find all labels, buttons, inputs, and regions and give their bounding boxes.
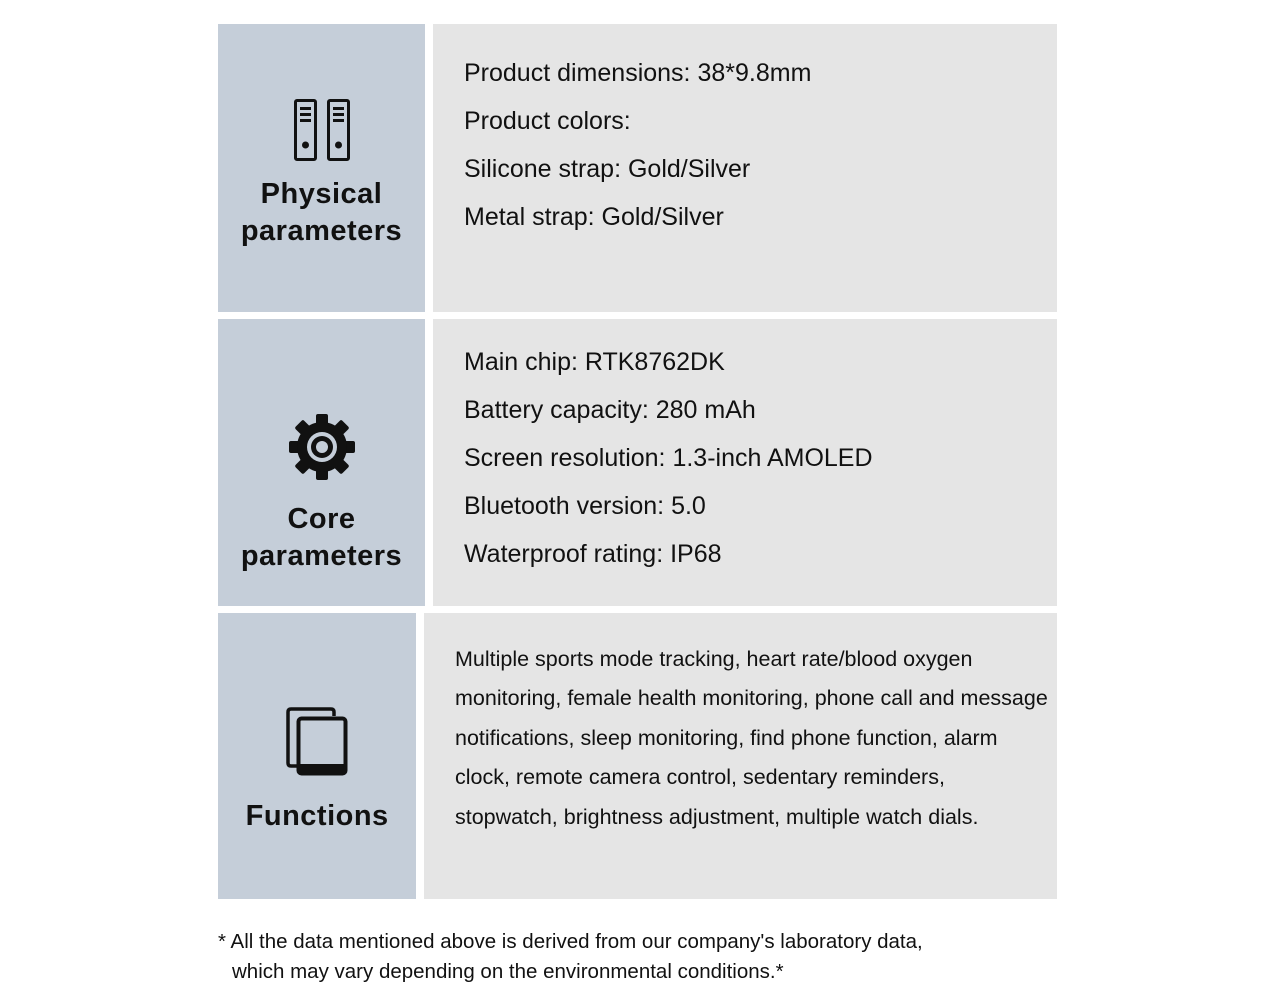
functions-label-cell	[218, 613, 416, 899]
gear-icon	[288, 413, 356, 481]
spec-line: Silicone strap: Gold/Silver	[464, 155, 751, 183]
spec-line: Bluetooth version: 5.0	[464, 492, 706, 520]
functions-content	[424, 613, 1057, 899]
spec-line: Battery capacity: 280 mAh	[464, 396, 756, 424]
physical-parameters-section	[218, 24, 1057, 312]
spec-line: Screen resolution: 1.3-inch AMOLED	[464, 444, 873, 472]
core-parameters-title: Core parameters	[240, 502, 403, 572]
footnote-line: * All the data mentioned above is derived from our company's laboratory data,	[218, 930, 923, 953]
divider	[416, 613, 424, 899]
core-parameters-label-cell	[218, 319, 425, 606]
spec-line: Product colors:	[464, 107, 631, 135]
divider	[425, 319, 433, 606]
spec-line: Metal strap: Gold/Silver	[464, 203, 724, 231]
functions-title: Functions	[245, 799, 389, 832]
functions-section	[218, 613, 1057, 899]
core-parameters-content	[433, 319, 1057, 606]
spec-line: Main chip: RTK8762DK	[464, 348, 725, 376]
footnote-line: which may vary depending on the environmental conditions.*	[232, 960, 784, 983]
spec-line: Waterproof rating: IP68	[464, 540, 722, 568]
footnote	[218, 927, 1078, 987]
functions-description: Multiple sports mode tracking, heart rate/blood oxygen monitoring, female health monitoring, phone call and message notifications, sleep monitoring, find phone function, alarm clock, remote camera control, sedentary reminders, stopwatch, brightness adjustment, multiple watch dials.	[455, 647, 1048, 829]
spec-line: Product dimensions: 38*9.8mm	[464, 59, 812, 87]
physical-parameters-label-cell	[218, 24, 425, 312]
copy-pages-icon	[285, 706, 349, 776]
physical-parameters-title: Physical parameters	[240, 178, 403, 247]
core-parameters-section	[218, 319, 1057, 606]
binders-icon	[293, 98, 351, 162]
physical-parameters-content	[433, 24, 1057, 312]
divider	[425, 24, 433, 312]
